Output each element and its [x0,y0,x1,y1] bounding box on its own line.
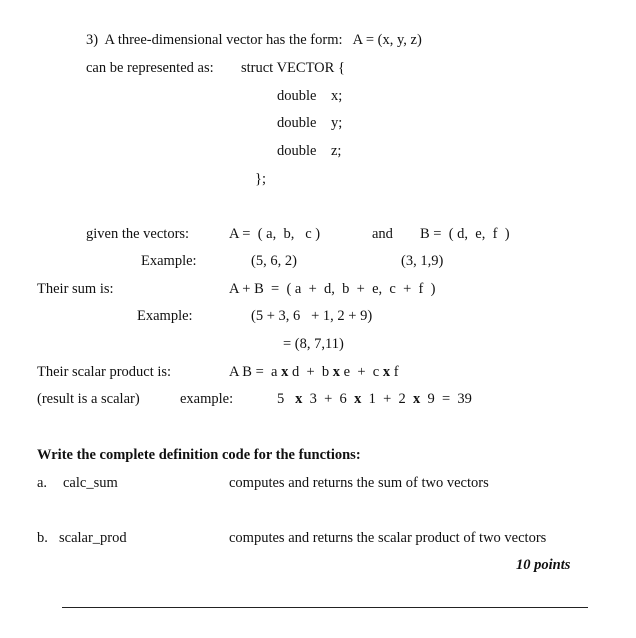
task-heading: Write the complete definition code for the functions: [37,447,361,463]
item-a-name: calc_sum [63,475,118,491]
example-vector-b: (3, 1,9) [401,253,444,269]
item-a-marker: a. [37,475,48,491]
represent-label: can be represented as: [86,60,214,76]
scalar-formula: A B = a x d + b x e + c x f [229,364,399,380]
example-vector-a: (5, 6, 2) [251,253,297,269]
item-b-desc: computes and returns the scalar product of two vectors [229,530,547,546]
sum-example-label: Example: [137,308,193,324]
sum-example-result: = (8, 7,11) [283,336,344,352]
vector-b: B = ( d, e, f ) [420,226,510,242]
item-b-name: scalar_prod [59,530,127,546]
sum-example-line1: (5 + 3, 6 + 1, 2 + 9) [251,308,373,324]
given-example-label: Example: [141,253,197,269]
item-b-marker: b. [37,530,48,546]
struct-field-x: double x; [277,88,343,104]
footer-rule [62,607,588,608]
sum-formula: A + B = ( a + d, b + e, c + f ) [229,281,436,297]
problem-header: 3) A three-dimensional vector has the form: A = (x, y, z) [86,32,422,48]
struct-field-z: double z; [277,143,342,159]
points-label: 10 points [516,557,571,573]
scalar-example: 5 x 3 + 6 x 1 + 2 x 9 = 39 [277,391,472,407]
struct-field-y: double y; [277,115,343,131]
vector-a: A = ( a, b, c ) [229,226,321,242]
scalar-example-label: example: [180,391,234,407]
given-label: given the vectors: [86,226,190,242]
scalar-label: Their scalar product is: [37,364,172,380]
sum-label: Their sum is: [37,281,114,297]
item-a-desc: computes and returns the sum of two vectors [229,475,489,491]
struct-open: struct VECTOR { [241,60,345,76]
struct-close: }; [255,171,266,187]
and-word: and [372,226,393,242]
scalar-note: (result is a scalar) [37,391,140,407]
